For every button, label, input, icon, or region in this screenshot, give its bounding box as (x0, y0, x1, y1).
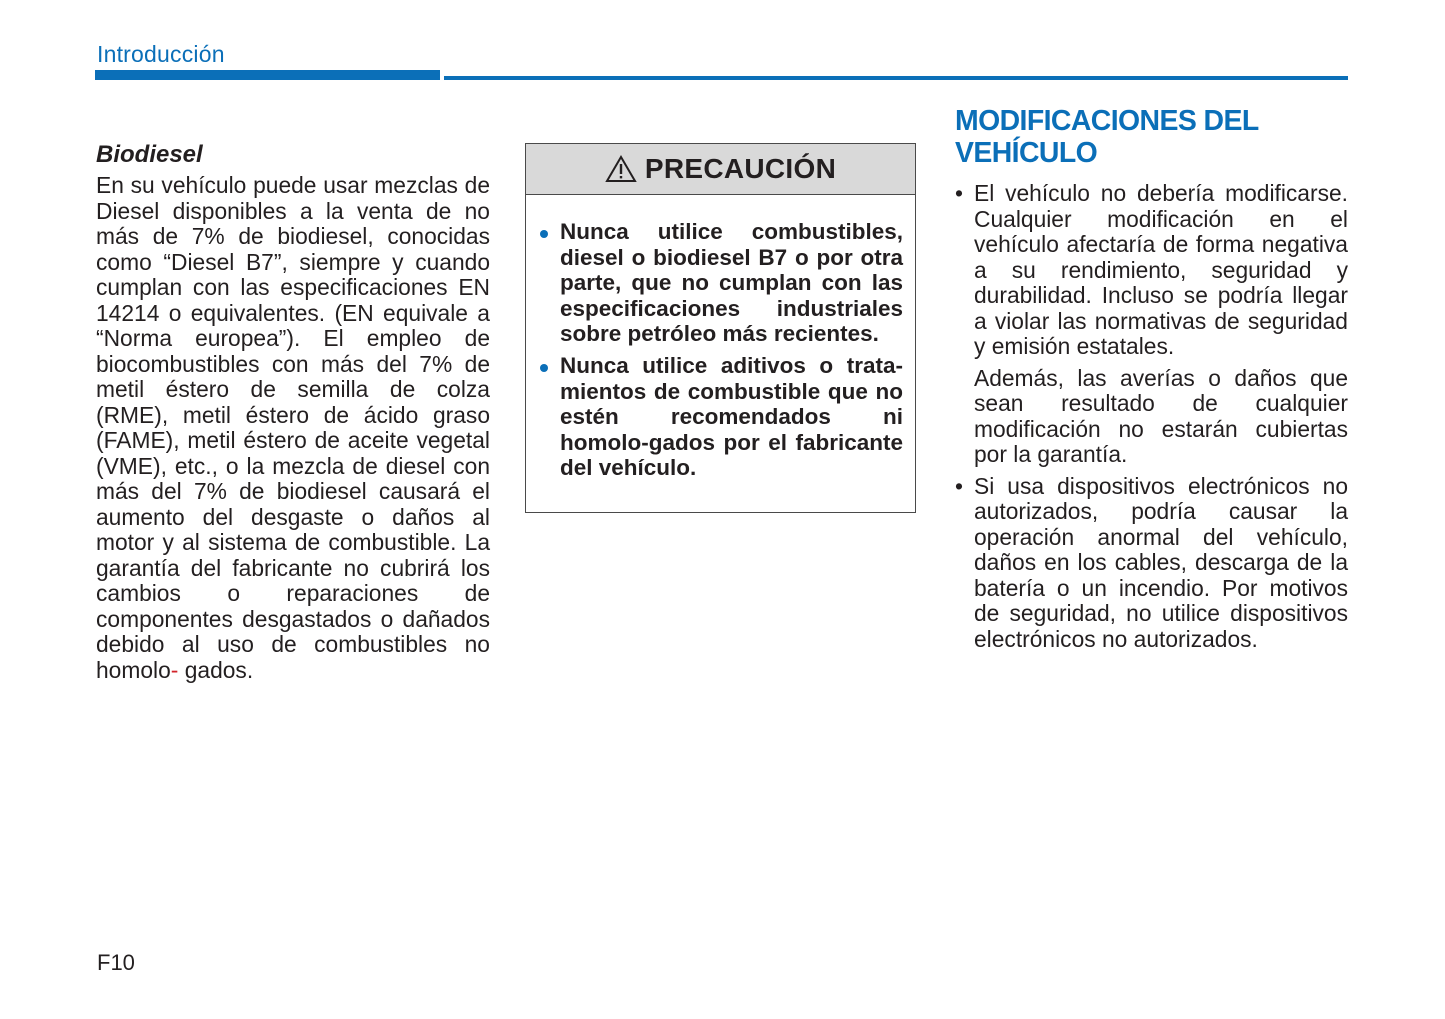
caution-item-text: Nunca utilice aditivos o trata-mientos de combustible que no estén recomendados ni homolo-gados por el fabricante del vehículo. (560, 352, 903, 481)
header-rule-thin (444, 76, 1348, 80)
caution-list (526, 195, 915, 481)
list-item (955, 474, 1348, 653)
biodiesel-text-tail: gados. (184, 656, 254, 683)
caution-header (526, 144, 915, 195)
header-rule-thick (95, 70, 440, 80)
caution-item (540, 353, 903, 481)
section-header: Introducción (97, 41, 225, 67)
bullet-glyph: • (955, 472, 963, 499)
biodiesel-paragraph (96, 173, 490, 683)
page-number: F10 (97, 950, 135, 975)
warning-triangle-icon (605, 155, 637, 183)
bullet-text: Si usa dispositivos electrónicos no autorizados, podría causar la operación anormal del vehículo, daños en los cables, descarga de la batería o un incendio. Por motivos de seguridad, no utilice dispositivos electrónicos no autorizados. (974, 472, 1348, 652)
bullet-extra-text: Además, las averías o daños que sean resultado de cualquier modificación no estarán cubiertas por la garantía. (974, 364, 1348, 467)
right-column (955, 105, 1348, 658)
bullet-dot-icon (540, 364, 548, 372)
caution-item-text: Nunca utilice combustibles, diesel o biodiesel B7 o por otra parte, que no cumplan con las especificaciones industriales sobre petróleo más recientes. (560, 219, 903, 347)
biodiesel-text: En su vehículo puede usar mezclas de Diesel disponibles a la venta de no más de 7% de biodiesel, conocidas como “Diesel B7”, siempre y cuando cumplan con las especificaciones EN 14214 o equivalentes. (EN equivale a “Norma europea”). El empleo de biocombustibles con más del 7% de metil éstero de semilla de colza (RME), metil éstero de ácido graso (FAME), metil éstero de aceite vegetal (VME), etc., o la mezcla de diesel con más del 7% de biodiesel causará el aumento del desgaste o daños al motor y al sistema de combustible. La garantía del fabricante no cubrirá los cambios o reparaciones de componentes desgastados o dañados debido al uso de combustibles no homolo (96, 172, 490, 683)
biodiesel-heading: Biodiesel (96, 141, 203, 168)
caution-box (525, 143, 916, 513)
bullet-dot-icon (540, 230, 548, 238)
modifications-list (955, 181, 1348, 652)
bullet-glyph: • (955, 180, 963, 206)
left-column (96, 140, 490, 683)
hyphen-mark: - (170, 656, 179, 683)
bullet-text: El vehículo no debería modificarse. Cualquier modificación en el vehículo afectaría de forma negativa a su rendimiento, seguridad y durabilidad. Incluso se podría llegar a violar las normativas de seguridad y emisión estatales. (974, 180, 1348, 359)
list-item (955, 181, 1348, 468)
caution-item (540, 219, 903, 347)
modifications-title: MODIFICACIONES DEL VEHÍCULO (955, 105, 1259, 169)
caution-title: PRECAUCIÓN (644, 153, 837, 184)
